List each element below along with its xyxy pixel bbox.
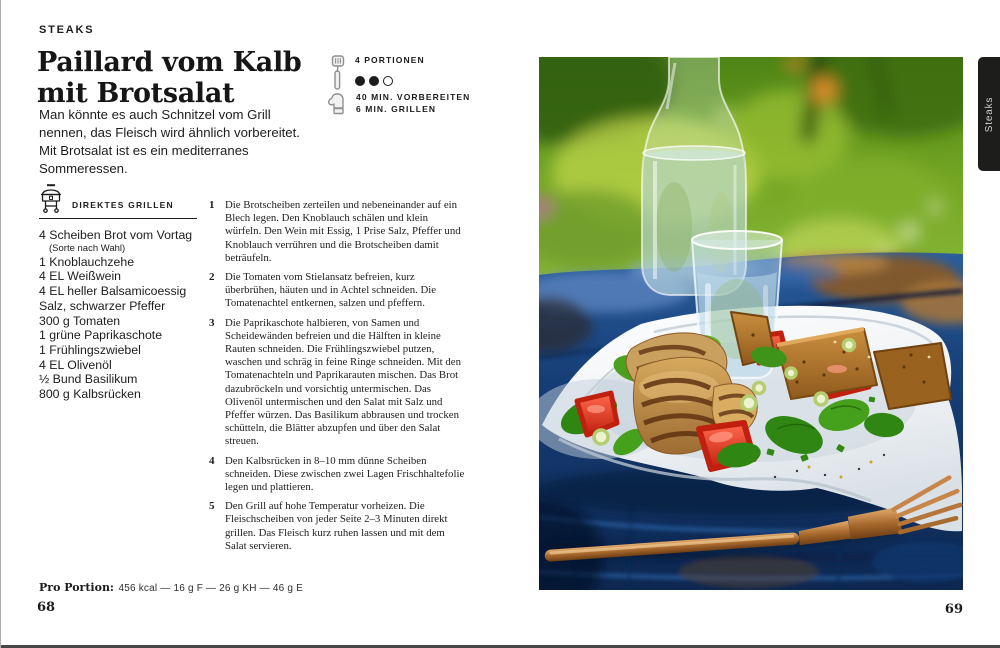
nutrition-label: Pro Portion: [39, 581, 114, 594]
method-rule [39, 218, 197, 219]
ingredient-item: 4 Scheiben Brot vom Vortag (Sorte nach Wahl) [39, 228, 199, 255]
nutrition-line [39, 578, 303, 596]
difficulty-dot [355, 76, 365, 86]
ingredient-item: 1 Knoblauchzehe [39, 254, 135, 269]
ingredient-item: 800 g Kalbsrücken [39, 387, 141, 402]
recipe-title [37, 48, 302, 109]
step-text: Die Brotscheiben zerteilen und nebeneinander auf ein Blech legen. Den Knoblauch schälen und klein würfeln. Den Wein mit Essig, 1 Prise Salz, Pfeffer und Knoblauch verrühren und die Brotscheiben damit beträufeln. [225, 199, 461, 264]
step-number: 3 [209, 316, 215, 329]
recipe-photo-illustration [539, 57, 963, 590]
ingredients-list [39, 228, 199, 402]
chapter-kicker: STEAKS [39, 24, 95, 36]
ingredient-item: 4 EL Weißwein [39, 269, 122, 284]
ingredient-item: 4 EL Olivenöl [39, 357, 112, 372]
recipe-step [209, 317, 465, 449]
difficulty-dot [369, 76, 379, 86]
gas-grill-icon [39, 184, 64, 213]
step-number: 1 [209, 199, 215, 211]
recipe-step [209, 500, 465, 553]
page-number-left: 68 [37, 600, 56, 615]
recipe-step [209, 455, 465, 495]
recipe-title-line2: mit Brotsalat [37, 77, 235, 109]
ingredient-note: (Sorte nach Wahl) [49, 242, 126, 254]
step-number: 2 [209, 271, 215, 284]
prep-time-label: 40 MIN. VORBEREITEN [356, 92, 471, 102]
ingredients-column [39, 184, 199, 402]
step-number: 5 [209, 500, 215, 513]
recipe-step [209, 271, 465, 311]
ingredient-item: Salz, schwarzer Pfeffer [39, 298, 166, 313]
nutrition-value: 456 kcal — 16 g F — 26 g KH — 46 g E [118, 583, 303, 594]
difficulty-dot [383, 76, 393, 86]
portions-meta [330, 55, 425, 91]
time-meta [327, 92, 470, 118]
grill-spatula-icon [330, 55, 346, 91]
difficulty-rating [355, 76, 425, 86]
ingredient-item: 4 EL heller Balsamicoessig [39, 284, 187, 299]
grill-method [39, 184, 199, 213]
step-text: Die Paprikaschote halbieren, von Samen und Scheidewänden befreien und die Hälften in kleine Rauten schneiden. Die Frühlingszwiebel putzen, waschen und schräg in feine Ringe schneiden. Mit den Tomatenachteln und Paprikarauten mischen. Das Brot dazubröckeln und vorsichtig untermischen. Das Olivenöl untermischen und den Salat mit Salz und Pfeffer würzen. Das Basilikum abbrausen und trocken schütteln, die Blätter abzupfen und über den Salat streuen. [225, 316, 461, 448]
step-number: 4 [209, 454, 215, 467]
step-text: Den Grill auf hohe Temperatur vorheizen. Die Fleischscheiben von jeder Seite 2–3 Minuten direkt grillen. Das Fleisch kurz ruhen lassen und mit dem Salat servieren. [225, 500, 448, 552]
recipe-intro: Man könnte es auch Schnitzel vom Grill nennen, das Fleisch wird ähnlich vorbereitet. Mit Brotsalat ist es ein mediterranes Sommeressen. [39, 107, 300, 176]
recipe-title-line1: Paillard vom Kalb [37, 47, 302, 78]
page-number-right: 69 [944, 602, 963, 617]
step-text: Die Tomaten vom Stielansatz befreien, kurz überbrühen, häuten und in Achtel schneiden. Die Tomatenachtel entkernen, salzen und pfeffern. [225, 271, 437, 310]
ingredient-item: 300 g Tomaten [39, 313, 121, 328]
recipe-photo [539, 57, 963, 590]
chapter-tab-label: Steaks [984, 96, 995, 132]
method-label: DIREKTES GRILLEN [72, 200, 174, 210]
ingredient-item: ½ Bund Basilikum [39, 372, 138, 387]
grill-time-label: 6 MIN. GRILLEN [356, 103, 437, 114]
oven-mitt-icon [327, 92, 347, 118]
step-text: Den Kalbsrücken in 8–10 mm dünne Scheiben schneiden. Diese zwischen zwei Lagen Frischhaltefolie legen und plattieren. [225, 454, 465, 494]
portions-label: 4 PORTIONEN [355, 55, 425, 65]
steps-column [209, 199, 465, 559]
chapter-tab [978, 57, 1000, 171]
recipe-step [209, 199, 465, 265]
ingredient-item: 1 Frühlingszwiebel [39, 342, 141, 357]
ingredient-item: 1 grüne Paprikaschote [39, 328, 163, 343]
